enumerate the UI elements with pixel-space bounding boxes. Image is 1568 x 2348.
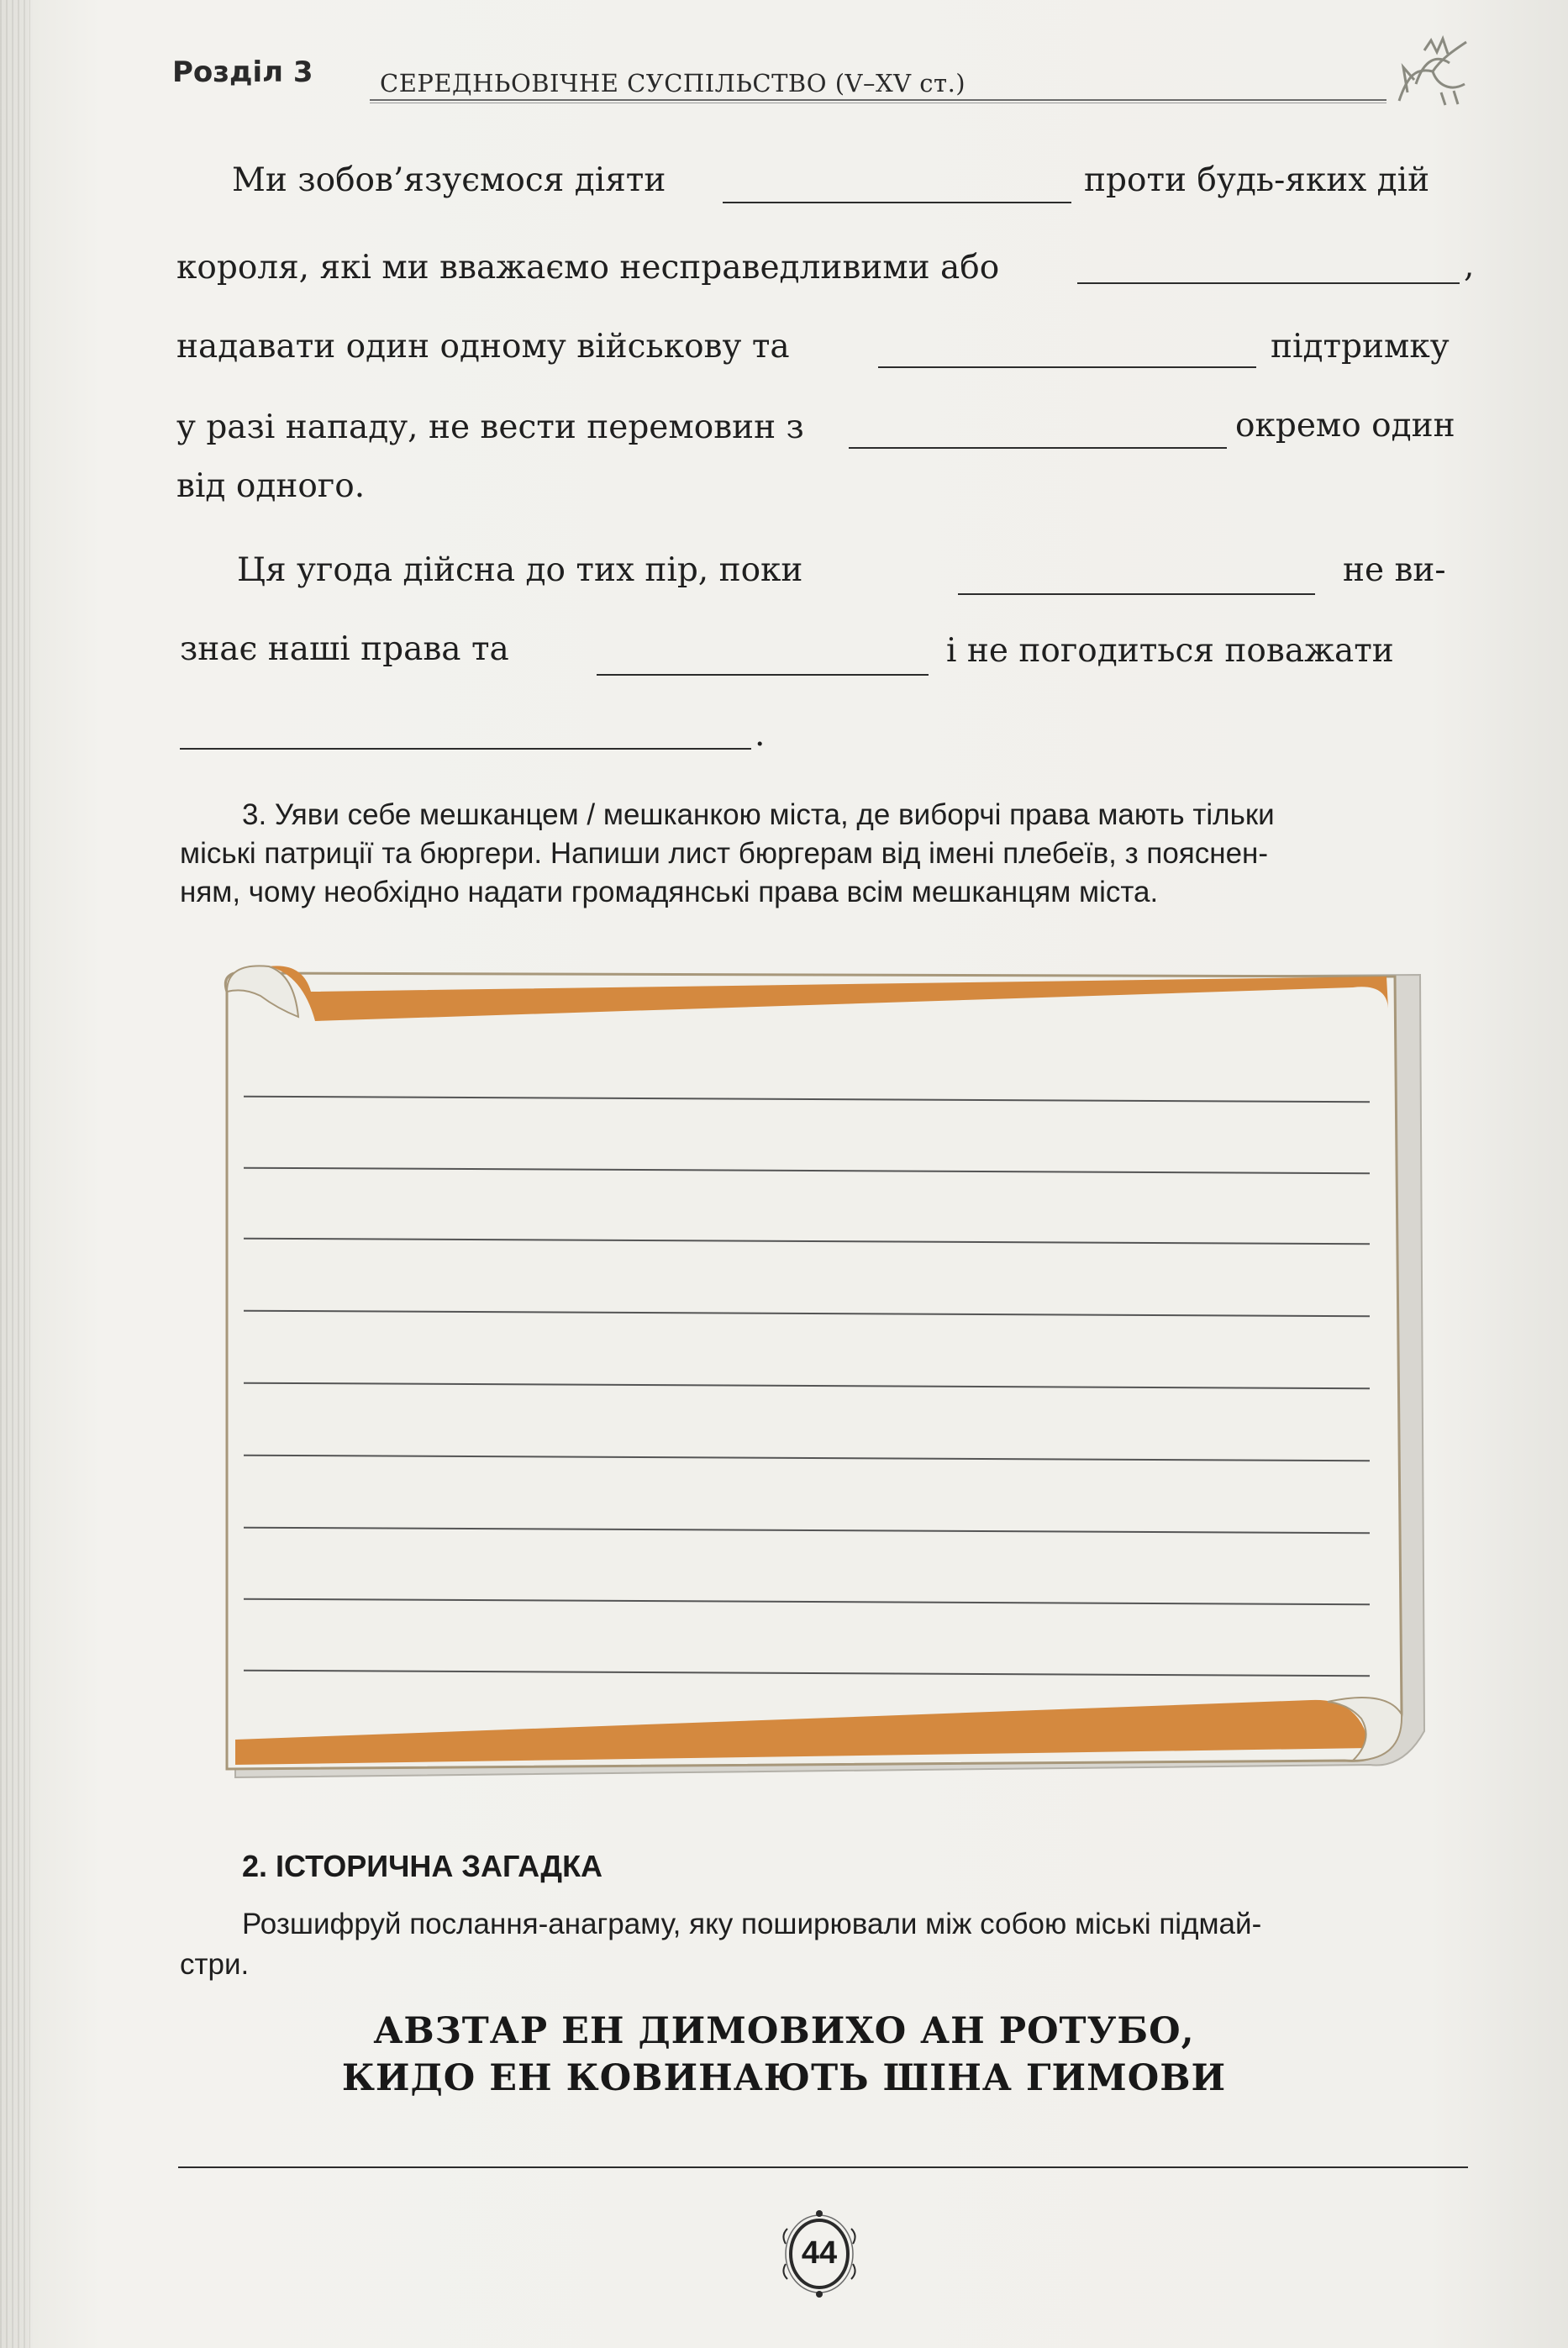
agreement-line-5: від одного.: [176, 467, 366, 505]
page-edge: [0, 0, 30, 2348]
cipher-line-2: КИДО ЕН КОВИНАЮТЬ ШІНА ГИМОВИ: [341, 2057, 1227, 2099]
agreement-line-2-end: ,: [1464, 247, 1475, 285]
agreement-line-8-end: .: [755, 716, 766, 754]
chapter-title: СЕРЕДНЬОВІЧНЕ СУСПІЛЬСТВО (V–XV ст.): [380, 69, 966, 97]
agreement-line-2-start: короля, які ми вважаємо несправедливими або: [176, 249, 1000, 287]
letter-scroll: [210, 958, 1429, 1798]
blank-7[interactable]: [180, 748, 751, 750]
agreement-line-6-start: Ця угода дійсна до тих пір, поки: [237, 551, 803, 589]
agreement-line-4-start: у разі нападу, не вести перемовин з: [176, 408, 804, 446]
blank-2[interactable]: [1077, 282, 1460, 284]
agreement-line-7-start: знає наші права та: [180, 630, 509, 668]
puzzle-instruction-1: Розшифруй послання-анаграму, яку поширювали між собою міські підмай-: [242, 1908, 1262, 1940]
agreement-line-4-end: окремо один: [1235, 407, 1455, 445]
task3-line-3: ням, чому необхідно надати громадянські права всім мешканцям міста.: [180, 876, 1159, 908]
agreement-line-6-end: не ви-: [1343, 551, 1446, 589]
agreement-line-1-end: проти будь-яких дій: [1084, 161, 1430, 199]
page-number-badge: [777, 2210, 861, 2298]
puzzle-heading: 2. ІСТОРИЧНА ЗАГАДКА: [242, 1849, 603, 1883]
blank-4[interactable]: [849, 447, 1227, 449]
blank-5[interactable]: [958, 593, 1315, 595]
task3-line-1: 3. Уяви себе мешканцем / мешканкою міста, де виборчі права мають тільки: [242, 798, 1275, 831]
puzzle-instruction-2: стри.: [180, 1948, 250, 1981]
dragon-ornament-icon: [1391, 34, 1475, 109]
header-rule: [370, 99, 1386, 101]
blank-6[interactable]: [597, 674, 929, 676]
agreement-line-3-start: надавати один одному військову та: [176, 328, 790, 366]
cipher-line-1: АВЗТАР ЕН ДИМОВИХО АН РОТУБО,: [373, 2010, 1195, 2052]
page-number: 44: [801, 2235, 838, 2271]
agreement-line-7-end: і не погодиться поважати: [946, 632, 1394, 670]
blank-3[interactable]: [878, 366, 1256, 368]
blank-1[interactable]: [723, 202, 1071, 203]
agreement-line-3-end: підтримку: [1271, 328, 1450, 366]
task3-line-2: міські патриції та бюргери. Напиши лист бюргерам від імені плебеїв, з пояснен-: [180, 837, 1269, 870]
answer-line[interactable]: [178, 2166, 1468, 2168]
agreement-line-1-start: Ми зобов’язуємося діяти: [232, 161, 666, 199]
section-label: Розділ 3: [172, 55, 313, 89]
